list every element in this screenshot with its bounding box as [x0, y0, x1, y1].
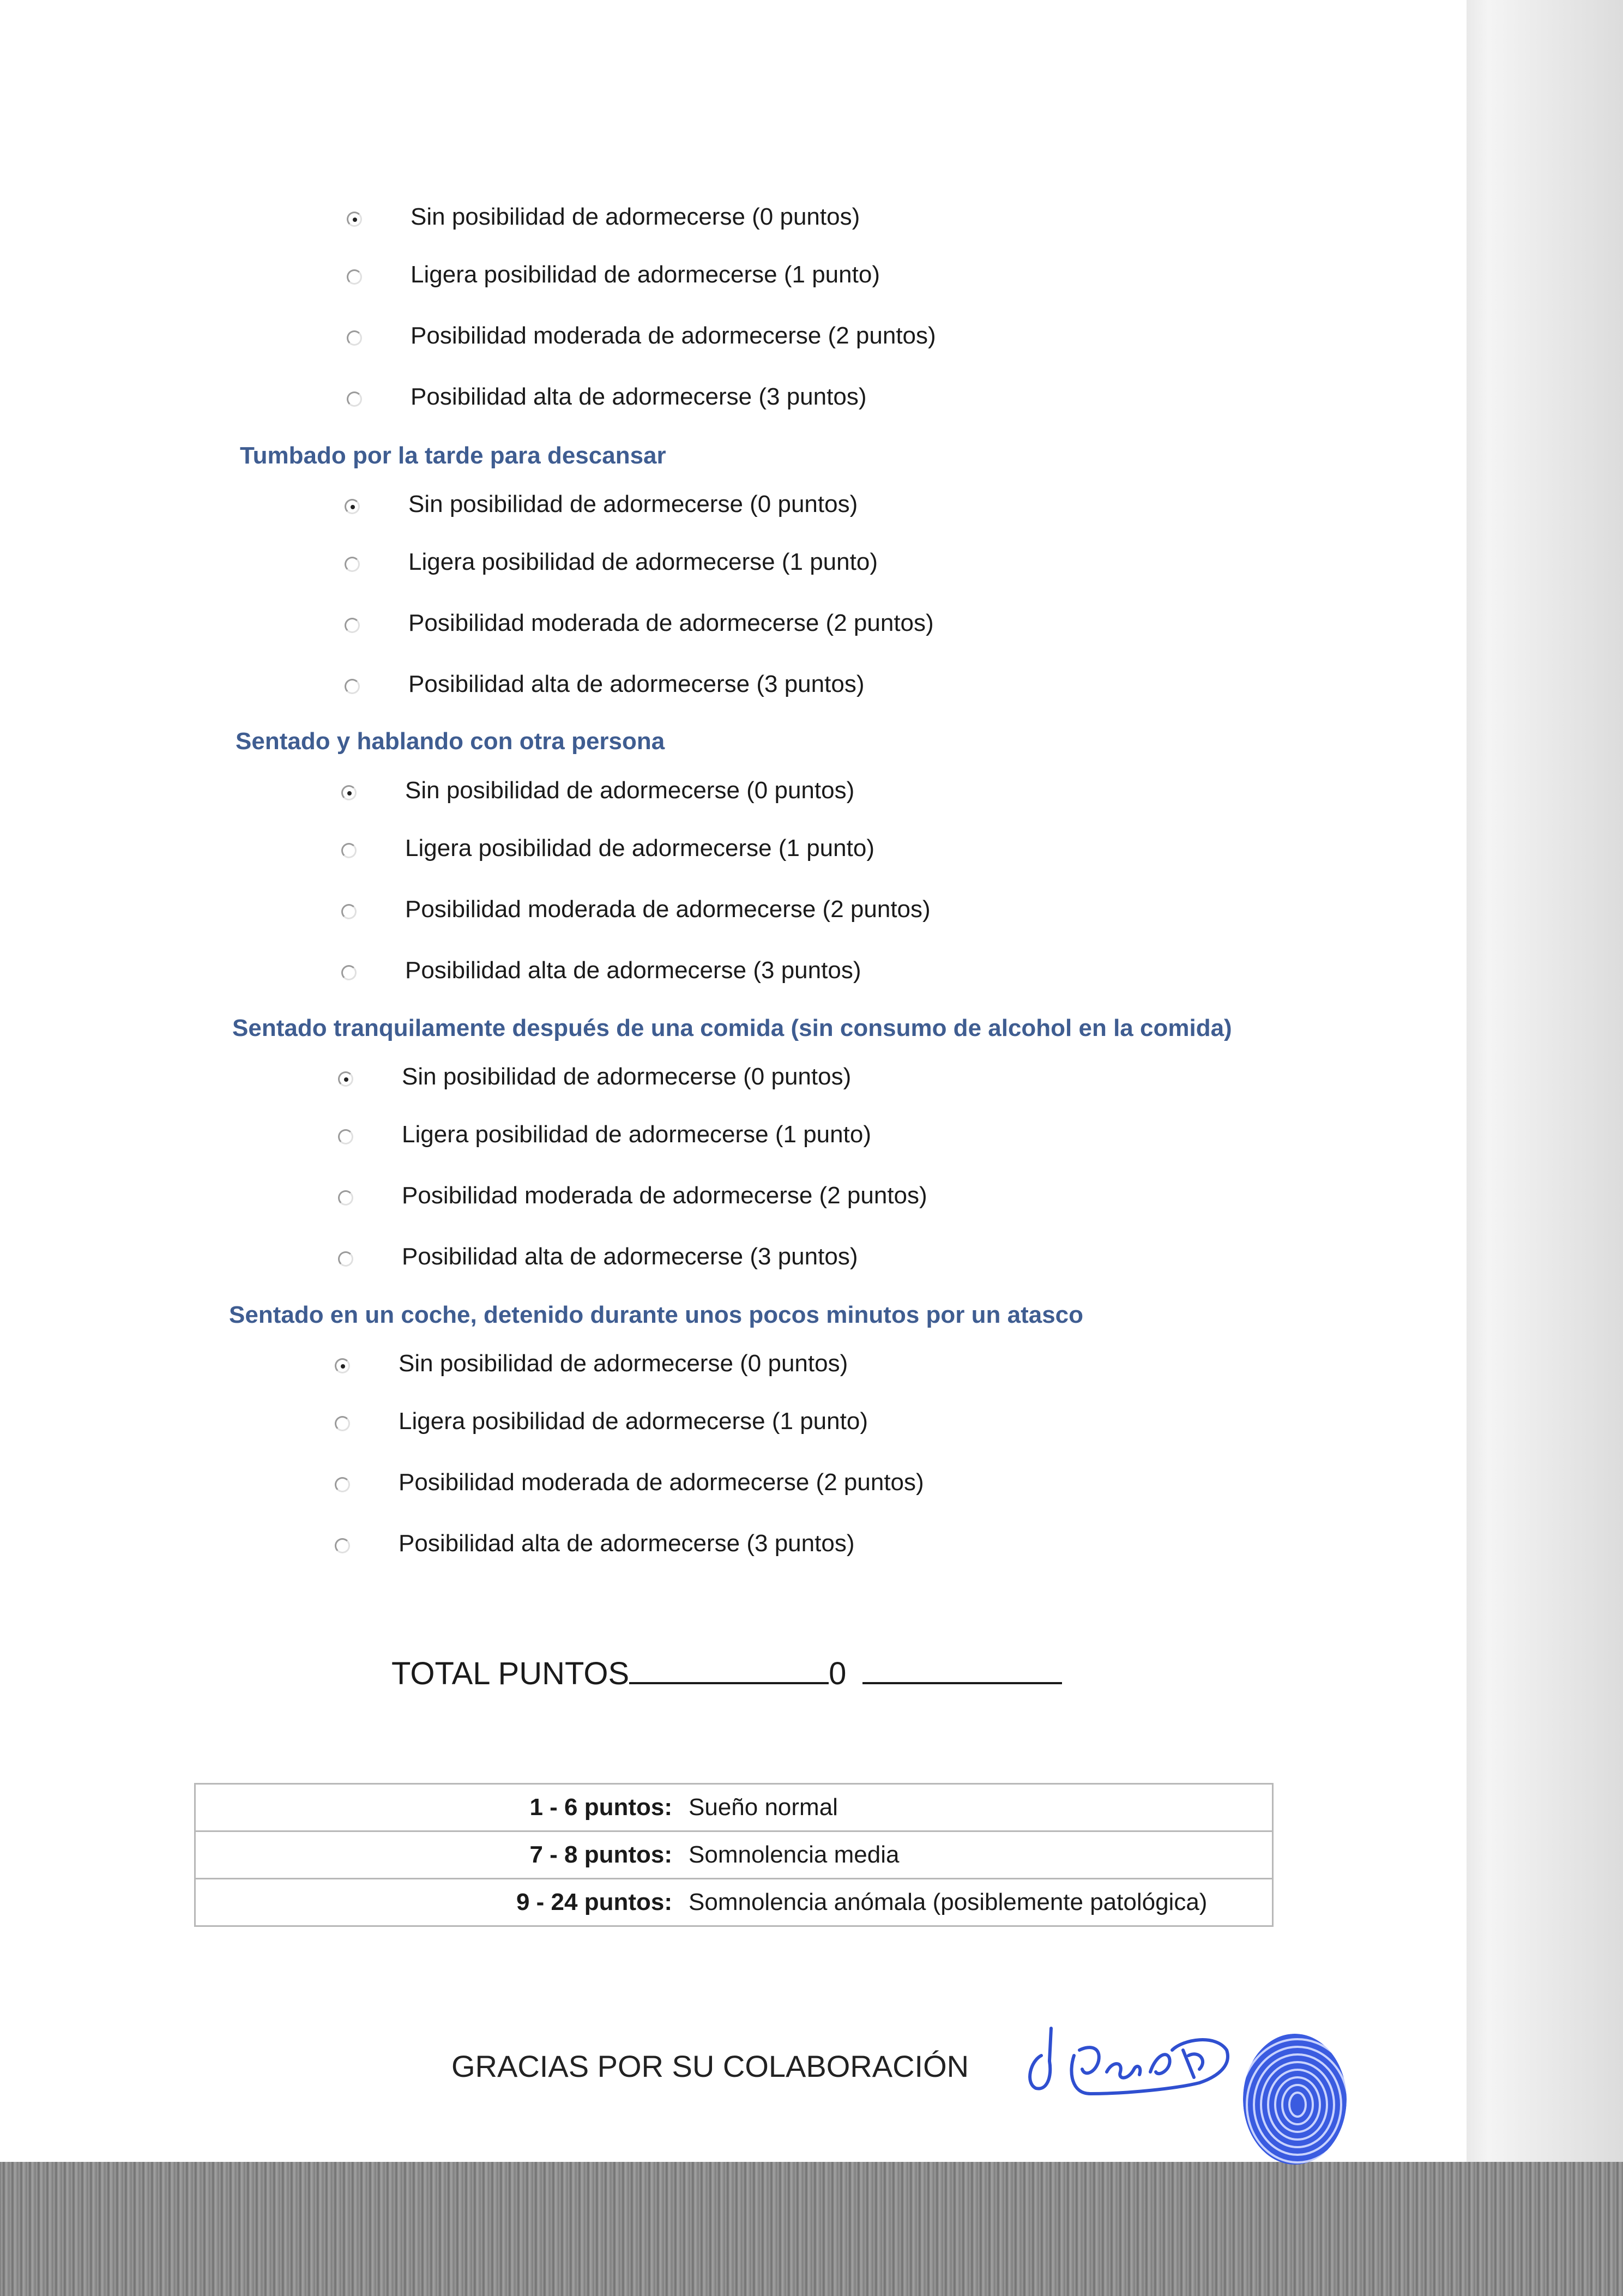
option-row[interactable]	[347, 201, 1601, 258]
radio-selected-icon[interactable]	[345, 499, 360, 514]
radio-icon[interactable]	[338, 1251, 353, 1267]
total-value: 0	[829, 1656, 847, 1691]
radio-icon[interactable]	[347, 330, 362, 346]
option-row[interactable]	[347, 381, 1601, 442]
radio-icon[interactable]	[345, 618, 360, 633]
score-range: 1 - 6 puntos:	[195, 1784, 680, 1831]
fingerprint-icon	[1229, 2028, 1360, 2170]
scan-edge	[0, 2162, 1623, 2296]
question-block-0	[347, 201, 1601, 442]
radio-icon[interactable]	[347, 391, 362, 407]
score-description: Somnolencia anómala (posiblemente patológica)	[680, 1879, 1273, 1926]
radio-icon[interactable]	[335, 1477, 350, 1492]
radio-icon[interactable]	[335, 1538, 350, 1553]
table-row	[195, 1831, 1273, 1879]
option-row[interactable]	[338, 1118, 1592, 1179]
option-label: Ligera posibilidad de adormecerse (1 punto)	[402, 1121, 871, 1148]
thanks-text: GRACIAS POR SU COLABORACIÓN	[451, 2049, 969, 2083]
option-label: Posibilidad alta de adormecerse (3 puntos)	[408, 671, 865, 697]
score-description: Somnolencia media	[680, 1831, 1273, 1879]
score-table	[194, 1783, 1274, 1927]
question-heading: Sentado y hablando con otra persona	[236, 728, 665, 755]
option-label: Sin posibilidad de adormecerse (0 puntos)	[402, 1063, 852, 1090]
option-label: Posibilidad moderada de adormecerse (2 puntos)	[402, 1182, 927, 1209]
option-label: Posibilidad alta de adormecerse (3 puntos)	[399, 1530, 855, 1557]
option-row[interactable]	[335, 1347, 1589, 1405]
option-label: Ligera posibilidad de adormecerse (1 punto)	[399, 1408, 868, 1435]
question-block-1	[345, 488, 1598, 729]
radio-icon[interactable]	[341, 843, 357, 858]
option-row[interactable]	[338, 1060, 1592, 1118]
option-row[interactable]	[335, 1527, 1589, 1588]
option-label: Sin posibilidad de adormecerse (0 puntos)	[399, 1350, 848, 1377]
score-range: 7 - 8 puntos:	[195, 1831, 680, 1879]
option-label: Sin posibilidad de adormecerse (0 puntos)	[408, 491, 858, 517]
question-block-4	[335, 1347, 1589, 1588]
radio-icon[interactable]	[335, 1416, 350, 1431]
option-row[interactable]	[347, 258, 1601, 320]
option-label: Posibilidad moderada de adormecerse (2 puntos)	[405, 896, 931, 923]
option-label: Posibilidad alta de adormecerse (3 puntos)	[405, 957, 861, 984]
option-row[interactable]	[341, 954, 1595, 1015]
radio-icon[interactable]	[341, 904, 357, 919]
option-label: Ligera posibilidad de adormecerse (1 punto)	[408, 549, 878, 575]
total-blank-line	[629, 1649, 829, 1684]
option-label: Sin posibilidad de adormecerse (0 puntos)	[411, 203, 860, 230]
option-row[interactable]	[335, 1466, 1589, 1527]
option-label: Posibilidad moderada de adormecerse (2 puntos)	[408, 610, 934, 636]
option-row[interactable]	[345, 546, 1598, 607]
option-label: Posibilidad moderada de adormecerse (2 puntos)	[399, 1469, 924, 1496]
option-row[interactable]	[345, 668, 1598, 729]
radio-icon[interactable]	[338, 1190, 353, 1206]
total-points	[391, 1649, 1062, 1692]
option-label: Ligera posibilidad de adormecerse (1 punto)	[411, 261, 880, 288]
radio-icon[interactable]	[345, 679, 360, 694]
radio-selected-icon[interactable]	[338, 1071, 353, 1087]
option-row[interactable]	[341, 832, 1595, 893]
option-row[interactable]	[341, 893, 1595, 954]
radio-icon[interactable]	[347, 269, 362, 285]
option-row[interactable]	[338, 1240, 1592, 1301]
option-label: Sin posibilidad de adormecerse (0 puntos)	[405, 777, 855, 804]
option-row[interactable]	[341, 774, 1595, 832]
total-blank-line	[862, 1649, 1062, 1684]
radio-icon[interactable]	[341, 965, 357, 980]
option-row[interactable]	[345, 488, 1598, 546]
option-row[interactable]	[347, 320, 1601, 381]
radio-selected-icon[interactable]	[347, 212, 362, 227]
option-row[interactable]	[345, 607, 1598, 668]
radio-selected-icon[interactable]	[335, 1358, 350, 1373]
question-block-3	[338, 1060, 1592, 1301]
score-range: 9 - 24 puntos:	[195, 1879, 680, 1926]
radio-icon[interactable]	[338, 1129, 353, 1144]
question-heading: Sentado en un coche, detenido durante unos pocos minutos por un atasco	[229, 1301, 1084, 1328]
question-heading: Sentado tranquilamente después de una comida (sin consumo de alcohol en la comida)	[232, 1015, 1232, 1041]
signature-icon	[1019, 2017, 1248, 2116]
option-row[interactable]	[338, 1179, 1592, 1240]
option-label: Ligera posibilidad de adormecerse (1 punto)	[405, 835, 874, 861]
option-row[interactable]	[335, 1405, 1589, 1466]
score-description: Sueño normal	[680, 1784, 1273, 1831]
radio-icon[interactable]	[345, 557, 360, 572]
option-label: Posibilidad alta de adormecerse (3 puntos)	[411, 383, 867, 410]
question-heading: Tumbado por la tarde para descansar	[240, 442, 666, 469]
question-block-2	[341, 774, 1595, 1015]
table-row	[195, 1879, 1273, 1926]
option-label: Posibilidad alta de adormecerse (3 puntos)	[402, 1243, 858, 1270]
option-label: Posibilidad moderada de adormecerse (2 puntos)	[411, 322, 936, 349]
radio-selected-icon[interactable]	[341, 785, 357, 800]
total-label: TOTAL PUNTOS	[391, 1656, 630, 1691]
table-row	[195, 1784, 1273, 1831]
